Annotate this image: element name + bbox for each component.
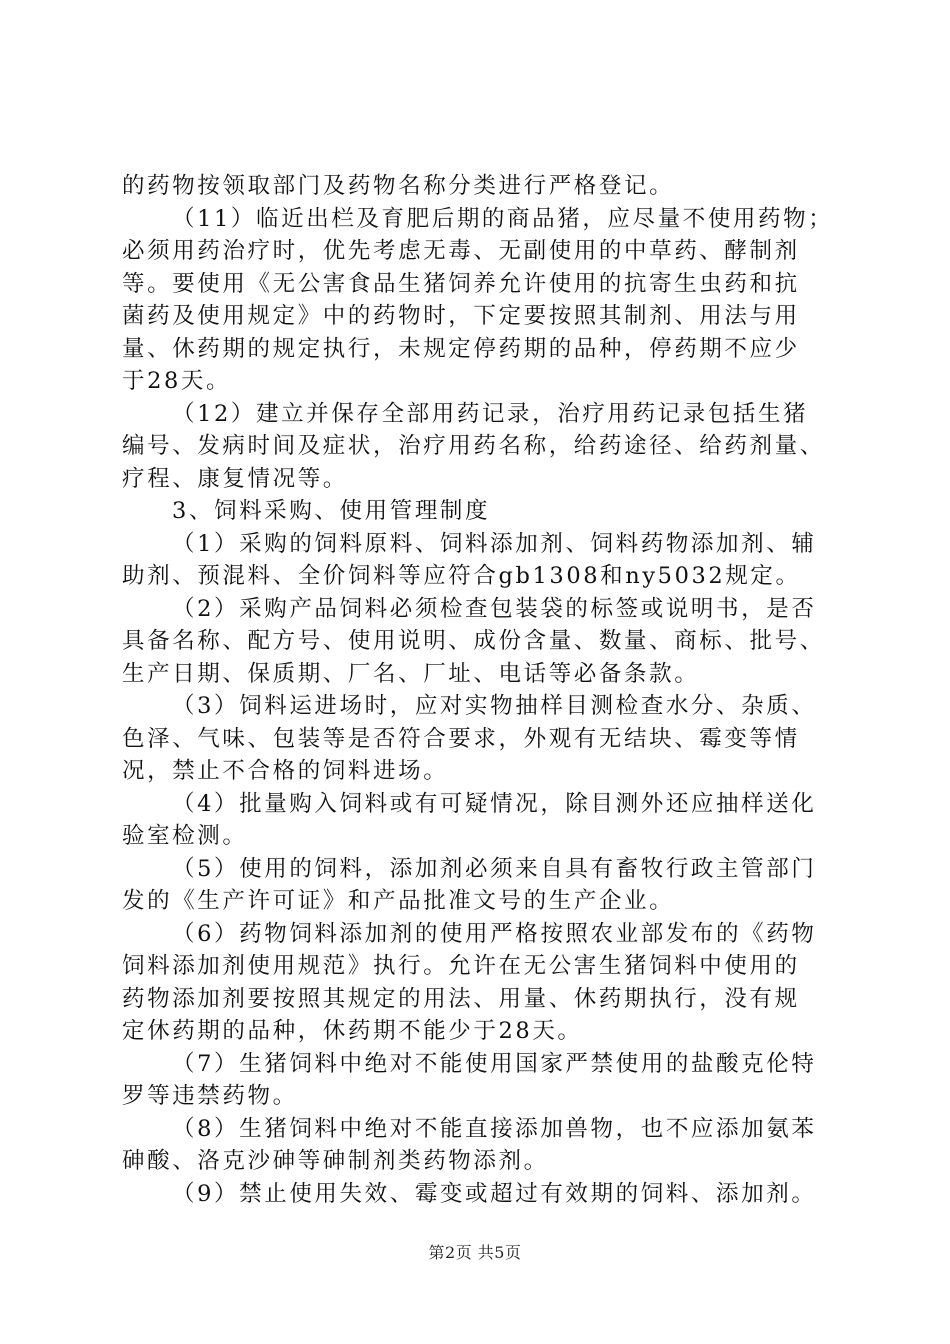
text-line: 砷酸、洛克沙砷等砷制剂类药物添剂。	[122, 1148, 549, 1174]
text-line: 药物添加剂要按照其规定的用法、用量、休药期执行，没有规	[122, 985, 800, 1012]
page-footer: 第2页 共5页	[428, 1243, 522, 1262]
text-line: 必须用药治疗时，优先考虑无毒、无副使用的中草药、酵制剂	[122, 238, 800, 264]
text-line: （12）建立并保存全部用药记录，治疗用药记录包括生猪	[172, 400, 809, 427]
text-line: 验室检测。	[122, 823, 248, 849]
text-line: （2）采购产品饲料必须检查包装袋的标签或说明书，是否	[172, 595, 817, 622]
text-line: 于28天。	[122, 368, 232, 394]
document-body	[122, 170, 834, 1210]
text-line: （11）临近出栏及育肥后期的商品猪，应尽量不使用药物；	[172, 205, 834, 232]
text-line: （8）生猪饲料中绝对不能直接添加兽物，也不应添加氨苯	[172, 1115, 817, 1142]
text-line: 助剂、预混料、全价饲料等应符合gb1308和ny5032规定。	[122, 563, 801, 589]
text-line: 发的《生产许可证》和产品批准文号的生产企业。	[122, 888, 675, 914]
text-line: 罗等违禁药物。	[122, 1083, 298, 1109]
text-line: 编号、发病时间及症状，治疗用药名称，给药途径、给药剂量、	[122, 433, 825, 459]
text-line: 疗程、康复情况等。	[122, 465, 348, 492]
text-line: （1）采购的饲料原料、饲料添加剂、饲料药物添加剂、辅	[172, 530, 817, 557]
text-line: 的药物按领取部门及药物名称分类进行严格登记。	[122, 173, 675, 199]
text-line: （7）生猪饲料中绝对不能使用国家严禁使用的盐酸克伦特	[172, 1050, 817, 1077]
text-line: 3、饲料采购、使用管理制度	[172, 498, 491, 524]
text-line: 饲料添加剂使用规范》执行。允许在无公害生猪饲料中使用的	[122, 953, 800, 979]
text-line: （6）药物饲料添加剂的使用严格按照农业部发布的《药物	[172, 920, 817, 947]
text-line: 定休药期的品种，休药期不能少于28天。	[122, 1018, 583, 1044]
text-line: （5）使用的饲料，添加剂必须来自具有畜牧行政主管部门	[172, 855, 817, 882]
text-line: 生产日期、保质期、厂名、厂址、电话等必备条款。	[122, 660, 700, 687]
text-line: 况，禁止不合格的饲料进场。	[122, 758, 449, 784]
text-line: （4）批量购入饲料或有可疑情况，除目测外还应抽样送化	[172, 790, 817, 817]
text-line: （9）禁止使用失效、霉变或超过有效期的饲料、添加剂。	[172, 1180, 817, 1207]
text-line: （3）饲料运进场时，应对实物抽样目测检查水分、杂质、	[172, 693, 817, 719]
text-line: 色泽、气味、包装等是否符合要求，外观有无结块、霉变等情	[122, 725, 800, 752]
text-line: 具备名称、配方号、使用说明、成份含量、数量、商标、批号、	[122, 628, 825, 654]
text-line: 量、休药期的规定执行，未规定停药期的品种，停药期不应少	[122, 335, 800, 362]
text-line: 等。要使用《无公害食品生猪饲养允许使用的抗寄生虫药和抗	[122, 270, 800, 297]
text-line: 菌药及使用规定》中的药物时，下定要按照其制剂、用法与用	[122, 303, 800, 329]
